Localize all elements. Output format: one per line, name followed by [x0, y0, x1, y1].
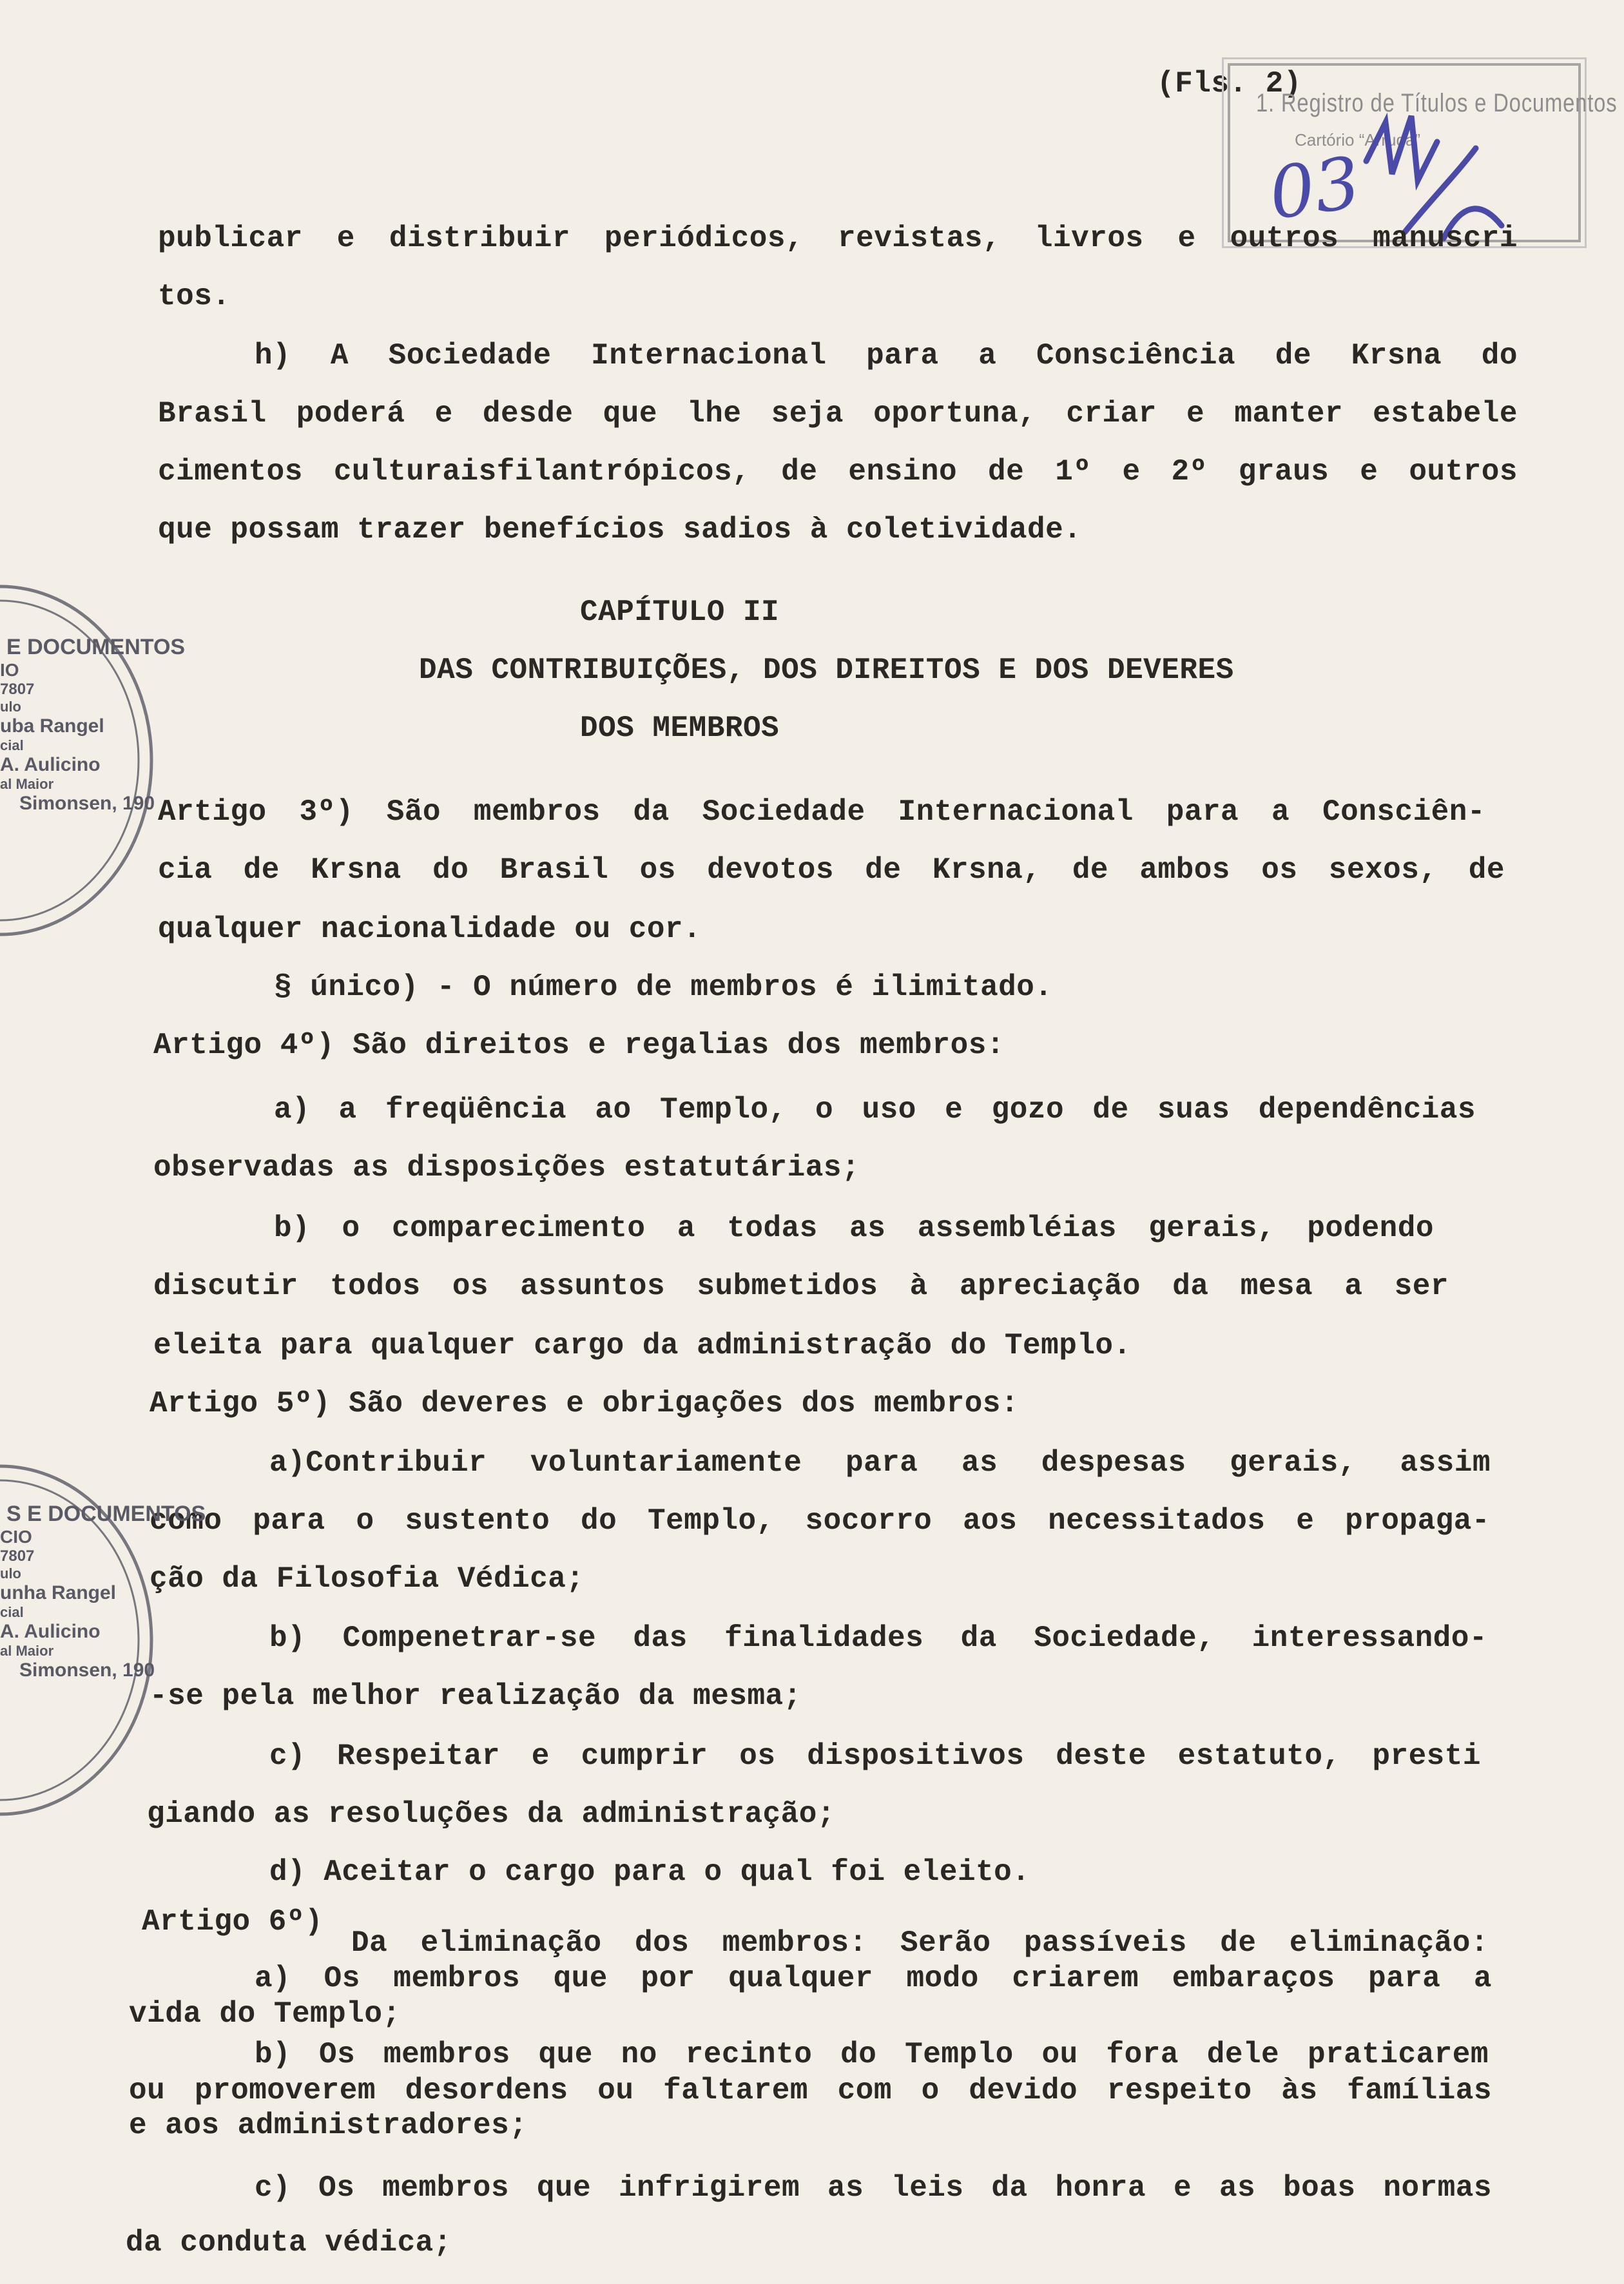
seal-line: 7807: [0, 681, 35, 698]
seal-line: 7807: [0, 1547, 35, 1565]
body-line: Artigo 3º) São membros da Sociedade Internacional para a Consciên-: [158, 795, 1485, 829]
body-line: -se pela melhor realização da mesma;: [150, 1679, 802, 1713]
body-line: vida do Templo;: [129, 1997, 401, 2031]
chapter-title: CAPÍTULO II: [580, 595, 780, 629]
body-line: como para o sustento do Templo, socorro aos necessitados e propaga-: [150, 1504, 1490, 1538]
chapter-subtitle: DAS CONTRIBUIÇÕES, DOS DIREITOS E DOS DEVERES: [419, 653, 1234, 687]
seal-line: ulo: [0, 699, 21, 715]
body-line: d) Aceitar o cargo para o qual foi eleito.: [269, 1855, 1030, 1889]
seal-line: cial: [0, 1604, 24, 1620]
body-line: c) Respeitar e cumprir os dispositivos deste estatuto, presti: [269, 1739, 1481, 1773]
body-line: Artigo 4º) São direitos e regalias dos membros:: [153, 1029, 1005, 1062]
seal-line: unha Rangel: [0, 1582, 117, 1603]
body-line: b) Compenetrar-se das finalidades da Sociedade, interessando-: [269, 1621, 1487, 1655]
body-line: da conduta védica;: [126, 2226, 452, 2260]
body-line: observadas as disposições estatutárias;: [153, 1151, 860, 1185]
body-line: Da eliminação dos membros: Serão passíveis de eliminação:: [351, 1926, 1489, 1960]
body-line: a) Os membros que por qualquer modo criarem embaraços para a: [255, 1962, 1492, 1995]
seal-line: Simonsen, 190: [19, 793, 155, 814]
seal-line: al Maior: [0, 1643, 54, 1659]
body-line: ção da Filosofia Védica;: [150, 1562, 585, 1596]
seal-line: Simonsen, 190: [19, 1660, 155, 1681]
body-line: que possam trazer benefícios sadios à coletividade.: [158, 513, 1082, 547]
body-line: a) a freqüência ao Templo, o uso e gozo de suas dependências: [274, 1093, 1476, 1127]
body-line: cimentos culturaisfilantrópicos, de ensino de 1º e 2º graus e outros: [158, 455, 1518, 489]
seal-line: cial: [0, 737, 24, 753]
seal-line: CIO: [0, 1527, 32, 1547]
seal-lower-text: [0, 1502, 206, 1681]
folio-number: (Fls. 2): [1157, 67, 1302, 101]
seal-line: A. Aulicino: [0, 754, 101, 775]
body-line: tos.: [158, 280, 231, 313]
body-line: § único) - O número de membros é ilimitado.: [274, 971, 1053, 1004]
body-line: cia de Krsna do Brasil os devotos de Krsna, de ambos os sexos, de: [158, 853, 1505, 887]
body-line: Brasil poderá e desde que lhe seja oportuna, criar e manter estabele: [158, 397, 1518, 431]
body-line: e aos administradores;: [129, 2109, 528, 2142]
body-line: a)Contribuir voluntariamente para as despesas gerais, assim: [269, 1446, 1491, 1480]
seal-line: IO: [0, 660, 19, 680]
seal-line: ulo: [0, 1565, 21, 1582]
body-line: discutir todos os assuntos submetidos à apreciação da mesa a ser: [153, 1270, 1449, 1303]
seal-line: A. Aulicino: [0, 1621, 101, 1642]
article-heading: Artigo 6º): [142, 1905, 324, 1939]
seal-line: E DOCUMENTOS: [6, 635, 186, 659]
body-line: b) o comparecimento a todas as assembléias gerais, podendo: [274, 1212, 1434, 1245]
stamp-registry-text: 1. Registro de Títulos e Documentos: [1256, 89, 1618, 117]
handwritten-page-number: 03: [1264, 140, 1366, 236]
body-line: b) Os membros que no recinto do Templo ou fora dele praticarem: [255, 2038, 1489, 2071]
body-line: eleita para qualquer cargo da administração do Templo.: [153, 1329, 1132, 1362]
stamp-office-text: Cartório “Arruda”: [1295, 130, 1421, 150]
body-line: ou promoverem desordens ou faltarem com o devido respeito às famílias: [129, 2074, 1492, 2107]
seal-line: S E DOCUMENTOS: [6, 1502, 206, 1526]
chapter-subtitle: DOS MEMBROS: [580, 711, 780, 745]
body-line: qualquer nacionalidade ou cor.: [158, 913, 702, 946]
body-line: giando as resoluções da administração;: [147, 1797, 835, 1831]
seal-line: uba Rangel: [0, 715, 104, 737]
seal-line: al Maior: [0, 776, 54, 792]
body-line: publicar e distribuir periódicos, revistas, livros e outros manuscri: [158, 222, 1518, 255]
body-line: c) Os membros que infrigirem as leis da honra e as boas normas: [255, 2171, 1492, 2205]
seal-upper-text: [0, 635, 185, 815]
body-line: h) A Sociedade Internacional para a Consciência de Krsna do: [255, 339, 1518, 373]
body-line: Artigo 5º) São deveres e obrigações dos membros:: [150, 1387, 1020, 1420]
